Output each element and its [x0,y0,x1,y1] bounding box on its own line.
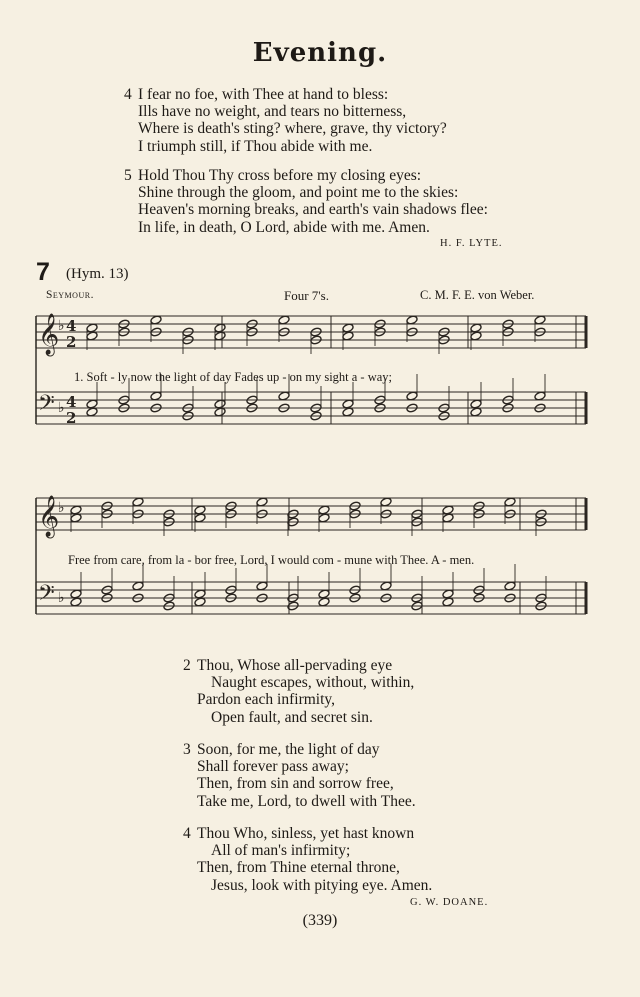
stanza-number: 2 [183,657,191,674]
note-head [194,589,206,599]
note-head [504,497,516,507]
note-head [342,323,354,333]
stanza-line: Shall forever pass away; [197,758,349,776]
note-head [86,407,98,417]
stanza-3 [183,741,416,810]
note-head [256,581,268,591]
stanza-line: Ills have no weight, and tears no bitterness, [138,103,407,121]
stanza-line: Naught escapes, without, within, [211,674,415,692]
time-signature: 4 [66,393,77,411]
time-signature: 4 [66,317,77,335]
stanza-line: Pardon each infirmity, [197,691,336,709]
note-head [504,581,516,591]
note-head [86,323,98,333]
note-head [406,391,418,401]
note-head [442,513,454,523]
note-head [442,597,454,607]
note-head [194,513,206,523]
stanza-line: Then, from Thine eternal throne, [197,859,400,877]
note-head [406,315,418,325]
note-head [214,407,226,417]
author-credit-doane: G. W. DOANE. [410,897,489,908]
stanza-line: Jesus, look with pitying eye. Amen. [211,876,433,894]
note-head [318,597,330,607]
note-head [150,315,162,325]
note-head [380,581,392,591]
treble-clef-icon: 𝄞 [38,496,60,537]
note-head [86,331,98,341]
note-head [278,391,290,401]
note-head [342,331,354,341]
note-head [214,331,226,341]
note-head [442,505,454,515]
note-head [470,407,482,417]
note-head [278,315,290,325]
stanza-number: 5 [124,167,132,184]
note-head [194,597,206,607]
flat-icon: ♭ [58,318,65,334]
stanza-2 [183,657,414,726]
note-head [442,589,454,599]
stanza-number: 4 [183,825,191,842]
stanza-line: 4 I fear no foe, with Thee at hand to bless: [124,86,389,103]
stanza-line: I triumph still, if Thou abide with me. [138,137,373,155]
stanza-number: 4 [124,86,132,103]
hymn-reference: (Hym. 13) [66,266,129,282]
stanza-line: Heaven's morning breaks, and earth's vain shadows flee: [138,201,488,219]
note-head [132,581,144,591]
stanza-number: 3 [183,741,191,758]
tune-name: Seymour. [46,289,94,301]
note-head [214,323,226,333]
stanza-line: Then, from sin and sorrow free, [197,775,394,793]
composer-credit: C. M. F. E. von Weber. [420,288,535,302]
bass-clef-icon: 𝄢 [38,581,55,611]
stanza-line: 5 Hold Thou Thy cross before my closing eyes: [124,167,422,184]
stanza-line: Shine through the gloom, and point me to the skies: [138,184,459,202]
note-head [470,323,482,333]
lyric-line-1: 1. Soft - ly now the light of day Fades up - on my sight a - way; [74,370,393,384]
note-head [470,399,482,409]
note-head [70,589,82,599]
page-number: (339) [302,912,338,929]
bass-clef-icon: 𝄢 [38,391,55,421]
note-head [318,513,330,523]
stanza-line: Where is death's sting? where, grave, thy victory? [138,120,447,138]
note-head [318,589,330,599]
note-head [194,505,206,515]
stanza-line: In life, in death, O Lord, abide with me. Amen. [138,218,430,236]
stanza-line: Open fault, and secret sin. [211,708,373,726]
stanza-line: Take me, Lord, to dwell with Thee. [197,792,416,810]
note-head [318,505,330,515]
time-signature: 2 [66,409,77,427]
note-head [70,513,82,523]
note-head [86,399,98,409]
note-head [380,497,392,507]
stanza-4-bottom [183,825,432,894]
note-head [534,315,546,325]
stanza-line: All of man's infirmity; [211,842,351,860]
note-head [342,399,354,409]
note-head [534,391,546,401]
flat-icon: ♭ [58,400,65,416]
note-head [70,505,82,515]
time-signature: 2 [66,333,77,351]
note-head [132,497,144,507]
note-head [342,407,354,417]
page-title: Evening. [252,38,388,68]
note-head [150,391,162,401]
hymn-meter: Four 7's. [284,288,329,303]
stanza-line: 3 Soon, for me, the light of day [183,741,380,758]
author-credit-lyte: H. F. LYTE. [440,238,503,249]
flat-icon: ♭ [58,500,65,516]
stanza-line: 4 Thou Who, sinless, yet hast known [183,825,415,842]
flat-icon: ♭ [58,590,65,606]
lyric-line-2: Free from care, from la - bor free, Lord, I would com - mune with Thee. A - men. [68,553,475,567]
note-head [70,597,82,607]
note-head [214,399,226,409]
hymn-number: 7 [36,258,50,286]
note-head [256,497,268,507]
stanza-line: 2 Thou, Whose all-pervading eye [183,657,393,674]
treble-clef-icon: 𝄞 [38,314,60,355]
note-head [470,331,482,341]
